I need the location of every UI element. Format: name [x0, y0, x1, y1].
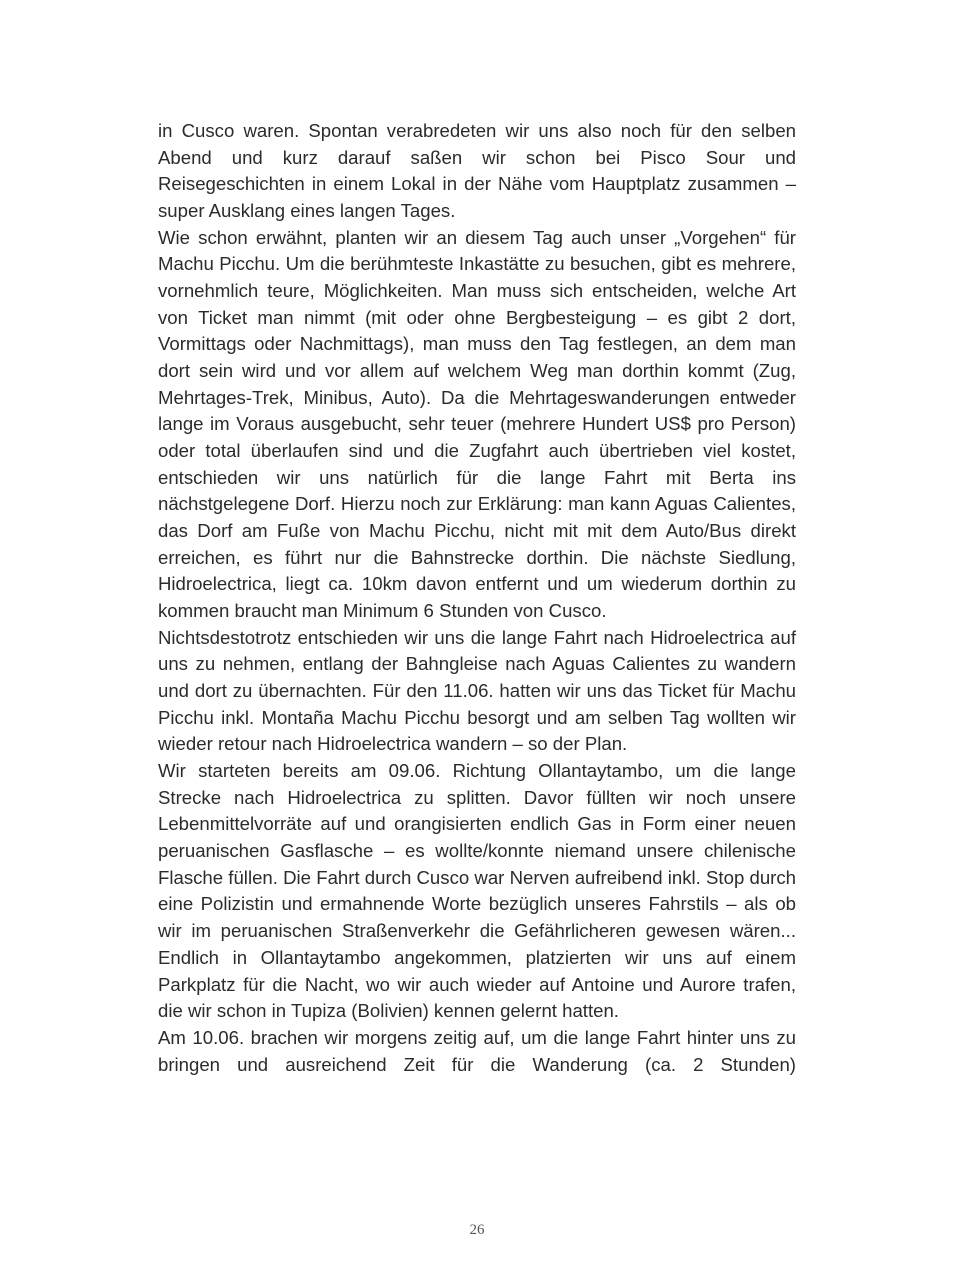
paragraph-5: Am 10.06. brachen wir morgens zeitig auf, um die lange Fahrt hinter uns zu bringen und ausreichend Zeit für die Wanderung (ca. 2 Stunden) — [158, 1026, 796, 1075]
paragraph-1: in Cusco waren. Spontan verabredeten wir uns also noch für den selben Abend und kurz darauf saßen wir schon bei Pisco Sour und Reisegeschichten in einem Lokal in der Nähe vom Hauptplatz zusammen – super Ausklang eines langen Tages. — [158, 120, 796, 222]
paragraph-3: Nichtsdestotrotz entschieden wir uns die lange Fahrt nach Hidroelectrica auf uns zu nehmen, entlang der Bahngleise nach Aguas Calientes zu wandern und dort zu übernachten. Für den 11.06. hatten wir uns das Ticket für Machu Picchu inkl. Montaña Machu Picchu besorgt und am selben Tag wollten wir wieder retour nach Hidroelectrica wandern – so der Plan. — [158, 626, 796, 755]
paragraph-4: Wir starteten bereits am 09.06. Richtung Ollantaytambo, um die lange Strecke nach Hidroelectrica zu splitten. Davor füllten wir noch unsere Lebenmittelvorräte auf und orangisierten endlich Gas in Form einer neuen peruanischen Gasflasche – es wollte/konnte niemand unsere chilenische Flasche füllen. Die Fahrt durch Cusco war Nerven aufreibend inkl. Stop durch eine Polizistin und ermahnende Worte bezüglich unseres Fahrstils – als ob wir im peruanischen Straßenverkehr die Gefährlicheren gewesen wären... Endlich in Ollantaytambo angekommen, platzierten wir uns auf einem Parkplatz für die Nacht, wo wir auch wieder auf Antoine und Aurore trafen, die wir schon in Tupiza (Bolivien) kennen gelernt hatten. — [158, 760, 796, 1022]
body-text — [158, 118, 796, 1078]
paragraph-2: Wie schon erwähnt, planten wir an diesem Tag auch unser „Vorgehen“ für Machu Picchu. Um die berühmteste Inkastätte zu besuchen, gibt es mehrere, vornehmlich teure, Möglichkeiten. Man muss sich entscheiden, welche Art von Ticket man nimmt (mit oder ohne Bergbesteigung – es gibt 2 dort, Vormittags oder Nachmittags), man muss den Tag festlegen, an dem man dort sein wird und vor allem auf welchem Weg man dorthin kommt (Zug, Mehrtages-Trek, Minibus, Auto). Da die Mehrtageswanderungen entweder lange im Voraus ausgebucht, sehr teuer (mehrere Hundert US$ pro Person) oder total überlaufen sind und die Zugfahrt auch übertrieben viel kostet, entschieden wir uns natürlich für die lange Fahrt mit Berta ins nächstgelegene Dorf. Hierzu noch zur Erklärung: man kann Aguas Calientes, das Dorf am Fuße von Machu Picchu, nicht mit mit dem Auto/Bus direkt erreichen, es führt nur die Bahnstrecke dorthin. Die nächste Siedlung, Hidroelectrica, liegt ca. 10km davon entfernt und um wiederum dorthin zu kommen braucht man Minimum 6 Stunden von Cusco. — [158, 226, 796, 622]
page-number: 26 — [469, 1222, 485, 1238]
